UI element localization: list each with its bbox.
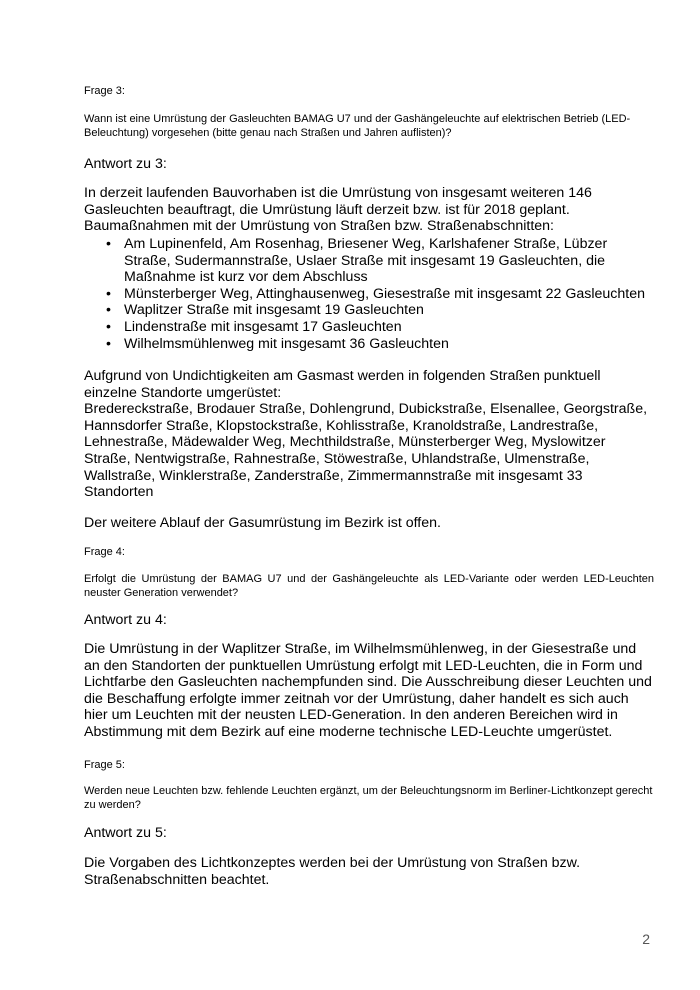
frage3-text: Wann ist eine Umrüstung der Gasleuchten BAMAG U7 und der Gashängeleuchte auf elektrischen Betrieb (LED-Beleuchtung) vorgesehen (bitte genau nach Straßen und Jahren auflisten)? (84, 113, 631, 139)
list-item: • Am Lupinenfeld, Am Rosenhag, Briesener Weg, Karlshafener Straße, Lübzer Straße, Sudermannstraße, Uslaer Straße mit insgesamt 19 Gasleuchten, die Maßnahme ist kurz vor dem Abschluss (84, 236, 654, 286)
antwort4-text: Die Umrüstung in der Waplitzer Straße, im Wilhelmsmühlenweg, in der Giesestraße und an den Standorten der punktuellen Umrüstung erfolgt mit LED-Leuchten, die in Form und Lichtfarbe den Gasleuchten nachempfunden sind. Die Ausschreibung dieser Leuchten und die Beschaffung erfolgte immer zeitnah vor der Umrüstung, daher handelt es sich auch hier um Leuchten mit der neusten LED-Generation. In den anderen Bereichen wird in Abstimmung mit dem Bezirk auf eine moderne technische LED-Leuchte umgerüstet. (84, 641, 652, 740)
antwort3-para2 (84, 368, 654, 501)
frage5-text: Werden neue Leuchten bzw. fehlende Leuchten ergänzt, um der Beleuchtungsnorm im Berliner-Lichtkonzept gerecht zu werden? (84, 785, 653, 811)
frage4-text: Erfolgt die Umrüstung der BAMAG U7 und der Gashängeleuchte als LED-Variante oder werden LED-Leuchten neuster Generation verwendet? (84, 573, 654, 599)
antwort3-label: Antwort zu 3: (84, 156, 167, 172)
antwort3-closing: Der weitere Ablauf der Gasumrüstung im Bezirk ist offen. (84, 515, 441, 531)
frage4-label: Frage 4: (84, 546, 125, 558)
list-item: • Wilhelmsmühlenweg mit insgesamt 36 Gasleuchten (84, 336, 654, 353)
page-number: 2 (642, 931, 650, 947)
antwort3-para2-lead: Aufgrund von Undichtigkeiten am Gasmast werden in folgenden Straßen punktuell einzelne Standorte umgerüstet: (84, 368, 601, 401)
antwort5-label: Antwort zu 5: (84, 825, 167, 841)
frage5-label: Frage 5: (84, 759, 125, 771)
antwort4-label: Antwort zu 4: (84, 612, 167, 628)
list-item: • Waplitzer Straße mit insgesamt 19 Gasleuchten (84, 302, 654, 319)
list-item: • Münsterberger Weg, Attinghausenweg, Giesestraße mit insgesamt 22 Gasleuchten (84, 286, 654, 303)
antwort3-intro: In derzeit laufenden Bauvorhaben ist die Umrüstung von insgesamt weiteren 146 Gasleuchten beauftragt, die Umrüstung läuft derzeit bzw. ist für 2018 geplant. Baumaßnahmen mit der Umrüstung von Straßen bzw. Straßenabschnitten: (84, 185, 592, 235)
antwort5-text: Die Vorgaben des Lichtkonzeptes werden bei der Umrüstung von Straßen bzw. Straßenabschnitten beachtet. (84, 855, 581, 888)
antwort3-para2-streets: Bredereckstraße, Brodauer Straße, Dohlengrund, Dubickstraße, Elsenallee, Georgstraße, Hannsdorfer Straße, Klopstockstraße, Kohlisstraße, Kranoldstraße, Landrestraße, Lehnestraße, Mädewalder Weg, Mechthildstraße, Münsterberger Weg, Myslowitzer Straße, Nentwigstraße, Rahnestraße, Stöwestraße, Uhlandstraße, Ulmenstraße, Wallstraße, Winklerstraße, Zanderstraße, Zimmermannstraße mit insgesamt 33 Standorten (84, 401, 648, 501)
list-item: • Lindenstraße mit insgesamt 17 Gasleuchten (84, 319, 654, 336)
frage3-label: Frage 3: (84, 85, 125, 97)
antwort3-street-list (84, 236, 654, 352)
